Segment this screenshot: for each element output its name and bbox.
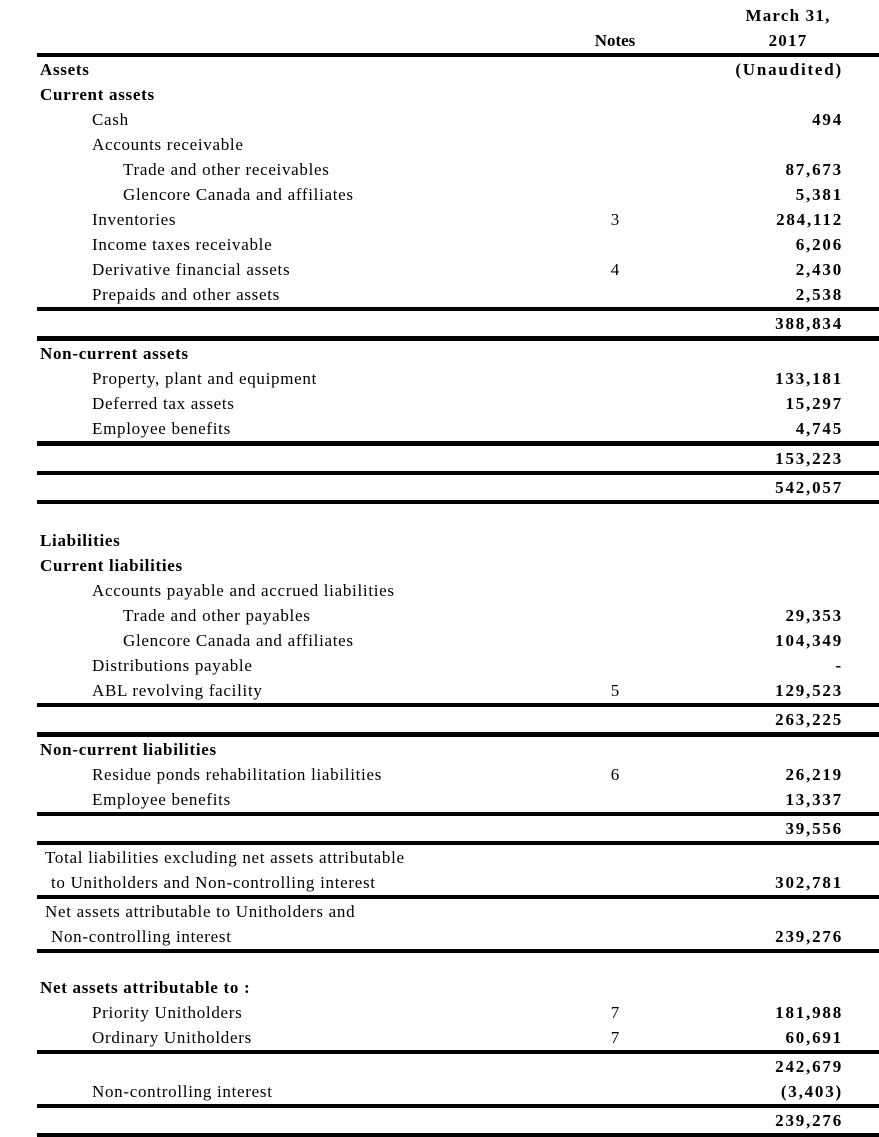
- row-value: 242,679: [775, 1057, 843, 1076]
- row-value: 181,988: [775, 1003, 843, 1022]
- row-label: Cash: [92, 110, 129, 129]
- section-gap: [37, 953, 879, 975]
- table-row: [37, 762, 879, 787]
- table-body: [37, 57, 879, 1137]
- table-row: [37, 182, 879, 207]
- table-row: [37, 157, 879, 182]
- row-label: Income taxes receivable: [92, 235, 273, 254]
- row-label: Derivative financial assets: [92, 260, 291, 279]
- row-note-number: 3: [610, 210, 620, 229]
- row-note-number: 7: [610, 1028, 620, 1047]
- row-label: Glencore Canada and affiliates: [123, 185, 354, 204]
- row-label: Ordinary Unitholders: [92, 1028, 252, 1047]
- table-row: [37, 416, 879, 441]
- table-row: [37, 107, 879, 132]
- row-label: Current liabilities: [40, 556, 183, 575]
- row-label: Deferred tax assets: [92, 394, 235, 413]
- row-label-line2: Non-controlling interest: [51, 927, 232, 946]
- row-value: 29,353: [785, 606, 843, 625]
- row-label: Accounts payable and accrued liabilities: [92, 581, 395, 600]
- row-value: 388,834: [775, 314, 843, 333]
- column-header-date-line1: March 31,: [745, 6, 831, 25]
- table-row: [37, 653, 879, 678]
- table-row: [37, 528, 879, 553]
- row-label: Trade and other receivables: [123, 160, 330, 179]
- row-label: Non-current assets: [40, 344, 189, 363]
- table-row: [37, 446, 879, 471]
- table-row: [37, 975, 879, 1000]
- row-label: Net assets attributable to :: [40, 978, 251, 997]
- row-label: Glencore Canada and affiliates: [123, 631, 354, 650]
- row-label: Assets: [40, 60, 90, 79]
- row-note-number: 6: [610, 765, 620, 784]
- row-value: 15,297: [785, 394, 843, 413]
- table-row: [37, 816, 879, 841]
- row-label: Current assets: [40, 85, 155, 104]
- table-row: [37, 1079, 879, 1104]
- balance-sheet-table: [37, 0, 879, 1137]
- header-row-date: [37, 3, 879, 28]
- row-label: Employee benefits: [92, 419, 231, 438]
- table-row: [37, 678, 879, 703]
- row-value: 2,430: [795, 260, 843, 279]
- divider-rule: [37, 1133, 879, 1137]
- row-value: -: [835, 656, 843, 675]
- row-note-number: 7: [610, 1003, 620, 1022]
- row-value: 4,745: [795, 419, 843, 438]
- row-value: 39,556: [785, 819, 843, 838]
- row-value: 2,538: [795, 285, 843, 304]
- table-row: [37, 1000, 879, 1025]
- row-label: Accounts receivable: [92, 135, 244, 154]
- table-row: [37, 311, 879, 336]
- table-row: [37, 899, 879, 949]
- row-label-line1: Total liabilities excluding net assets attributable: [45, 848, 405, 867]
- table-row: [37, 603, 879, 628]
- row-value: 284,112: [776, 210, 843, 229]
- table-row: [37, 1108, 879, 1133]
- table-row: [37, 282, 879, 307]
- table-row: [37, 366, 879, 391]
- header-row-notes: [37, 28, 879, 53]
- table-row: [37, 341, 879, 366]
- table-row: [37, 57, 879, 82]
- row-label: Distributions payable: [92, 656, 253, 675]
- row-label-line2: to Unitholders and Non-controlling interest: [51, 873, 376, 892]
- row-value: 6,206: [795, 235, 843, 254]
- row-label: Liabilities: [40, 531, 121, 550]
- table-row: [37, 845, 879, 895]
- table-row: [37, 787, 879, 812]
- row-note-number: 4: [610, 260, 620, 279]
- row-value: 494: [812, 110, 843, 129]
- table-row: [37, 475, 879, 500]
- row-value: 542,057: [775, 478, 843, 497]
- row-value: 133,181: [775, 369, 843, 388]
- row-note-number: 5: [610, 681, 620, 700]
- row-value: (3,403): [780, 1082, 843, 1101]
- row-label: [37, 845, 555, 895]
- row-label: Priority Unitholders: [92, 1003, 243, 1022]
- row-value: 104,349: [775, 631, 843, 650]
- row-value: 239,276: [775, 1111, 843, 1130]
- row-value: 5,381: [795, 185, 843, 204]
- row-value: 263,225: [775, 710, 843, 729]
- row-value: 13,337: [785, 790, 843, 809]
- table-row: [37, 553, 879, 578]
- column-header-date-line2: 2017: [768, 31, 808, 50]
- table-row: [37, 82, 879, 107]
- table-row: [37, 628, 879, 653]
- row-label: Non-current liabilities: [40, 740, 217, 759]
- table-row: [37, 391, 879, 416]
- row-value: 302,781: [775, 873, 843, 892]
- table-row: [37, 207, 879, 232]
- row-label-line1: Net assets attributable to Unitholders and: [45, 902, 356, 921]
- row-value: (Unaudited): [735, 60, 843, 79]
- row-label: Prepaids and other assets: [92, 285, 280, 304]
- table-row: [37, 257, 879, 282]
- table-row: [37, 1025, 879, 1050]
- row-label: Non-controlling interest: [92, 1082, 273, 1101]
- row-value: 239,276: [775, 927, 843, 946]
- row-value: 153,223: [775, 449, 843, 468]
- row-label: Trade and other payables: [123, 606, 311, 625]
- row-label: Residue ponds rehabilitation liabilities: [92, 765, 383, 784]
- row-label: [37, 899, 555, 949]
- table-row: [37, 707, 879, 732]
- column-header-notes: Notes: [594, 31, 636, 50]
- row-label: Inventories: [92, 210, 177, 229]
- row-label: Property, plant and equipment: [92, 369, 318, 388]
- row-value: 129,523: [775, 681, 843, 700]
- table-row: [37, 737, 879, 762]
- row-value: 26,219: [785, 765, 843, 784]
- table-row: [37, 232, 879, 257]
- row-value: 87,673: [785, 160, 843, 179]
- table-row: [37, 578, 879, 603]
- row-label: ABL revolving facility: [92, 681, 263, 700]
- row-value: 60,691: [785, 1028, 843, 1047]
- table-row: [37, 1054, 879, 1079]
- row-label: Employee benefits: [92, 790, 231, 809]
- table-row: [37, 132, 879, 157]
- section-gap: [37, 504, 879, 528]
